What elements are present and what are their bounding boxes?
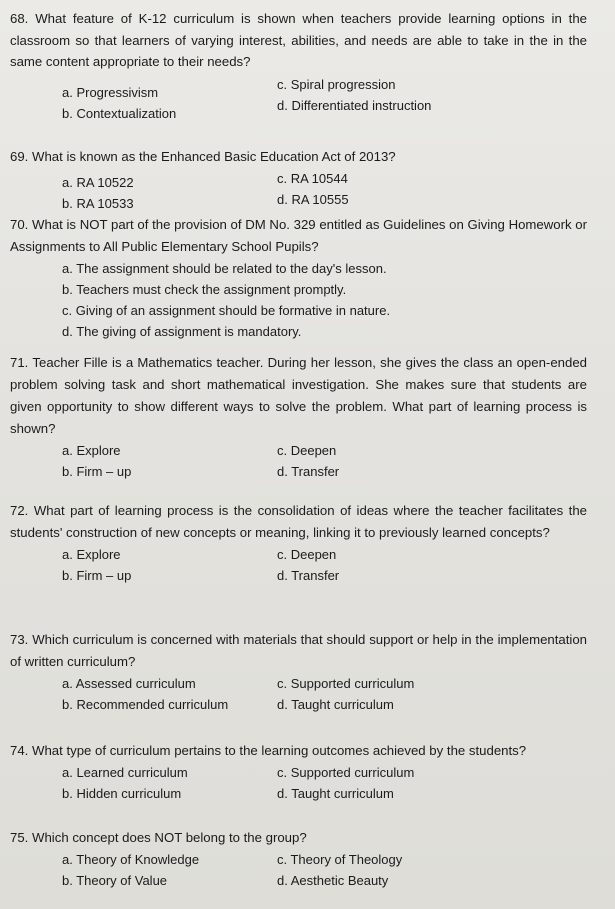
choice-c[interactable]: c. Giving of an assignment should be formative in nature. [62,303,391,318]
choice-list [62,258,615,342]
question-73 [0,629,615,715]
choice-d[interactable]: d. The giving of assignment is mandatory. [62,324,302,339]
choice-d[interactable]: d. Taught curriculum [277,697,394,712]
choice-b[interactable]: b. RA 10533 [62,195,134,211]
question-text: What type of curriculum pertains to the learning outcomes achieved by the students? [32,743,527,758]
question-text: What is known as the Enhanced Basic Education Act of 2013? [32,149,396,164]
question-stem [0,629,615,673]
question-stem [0,500,615,544]
question-number: 68. [10,11,29,26]
question-text: What part of learning process is the consolidation of ideas where the teacher facilitates the students' construction of new concepts or meaning, linking it to previously learned concepts? [10,503,587,540]
choice-b[interactable]: b. Recommended curriculum [62,697,229,712]
choice-d[interactable]: d. Differentiated instruction [277,97,432,113]
question-number: 69. [10,149,29,164]
question-number: 74. [10,743,29,758]
choice-a[interactable]: a. Theory of Knowledge [62,851,200,867]
question-stem [0,214,615,258]
question-69 [0,146,615,214]
choice-grid [62,544,615,586]
question-text: What is NOT part of the provision of DM No. 329 entitled as Guidelines on Giving Homework or Assignments to All Public Elementary School Pupils? [10,217,587,254]
choice-b[interactable]: b. Firm – up [62,568,132,583]
choice-b[interactable]: b. Firm – up [62,464,132,479]
choice-c[interactable]: c. RA 10544 [277,170,348,186]
question-stem [0,827,615,849]
choice-c[interactable]: c. Supported curriculum [277,764,415,780]
choice-c[interactable]: c. Supported curriculum [277,676,415,691]
choice-c[interactable]: c. Deepen [277,547,337,562]
choice-grid [62,849,615,891]
choice-grid [62,673,615,715]
choice-d[interactable]: d. Taught curriculum [277,785,394,801]
choice-c[interactable]: c. Spiral progression [277,76,396,92]
question-stem [0,352,615,440]
choice-d[interactable]: d. Aesthetic Beauty [277,872,389,888]
choice-d[interactable]: d. Transfer [277,568,340,583]
choice-grid [62,762,615,804]
choice-d[interactable]: d. Transfer [277,464,340,479]
question-text: Teacher Fille is a Mathematics teacher. During her lesson, she gives the class an open-ended problem solving task and short mathematical investigation. She makes sure that students are given opportunity to show different ways to solve the problem. What part of learning process is shown? [10,355,587,436]
question-71 [0,352,615,482]
question-number: 70. [10,217,29,232]
choice-b[interactable]: b. Theory of Value [62,872,168,888]
question-70 [0,214,615,342]
question-72 [0,500,615,586]
choice-a[interactable]: a. Progressivism [62,84,159,100]
question-stem [0,740,615,762]
choice-a[interactable]: a. Explore [62,547,121,562]
choice-c[interactable]: c. Deepen [277,443,337,458]
choice-b[interactable]: b. Hidden curriculum [62,785,182,801]
question-stem [0,146,615,168]
choice-a[interactable]: a. Assessed curriculum [62,676,196,691]
choice-b[interactable]: b. Teachers must check the assignment promptly. [62,282,347,297]
question-75 [0,827,615,891]
question-number: 71. [10,355,29,370]
choice-a[interactable]: a. Learned curriculum [62,764,188,780]
question-74 [0,740,615,804]
question-text: What feature of K-12 curriculum is shown when teachers provide learning options in the classroom so that learners of varying interest, abilities, and needs are able to take in the in the same content appropriate to their needs? [10,11,588,69]
question-text: Which concept does NOT belong to the group? [32,830,307,845]
question-text: Which curriculum is concerned with materials that should support or help in the implementation of written curriculum? [10,632,588,669]
choice-b[interactable]: b. Contextualization [62,105,177,121]
question-number: 75. [10,830,29,845]
choice-a[interactable]: a. The assignment should be related to the day's lesson. [62,261,387,276]
choice-c[interactable]: c. Theory of Theology [277,851,403,867]
question-stem [0,8,615,73]
choice-a[interactable]: a. RA 10522 [62,174,134,190]
choice-a[interactable]: a. Explore [62,443,121,458]
question-number: 72. [10,503,29,518]
choice-d[interactable]: d. RA 10555 [277,191,349,207]
question-68 [0,8,615,124]
choice-grid [62,440,615,482]
choice-grid [62,168,615,214]
question-number: 73. [10,632,29,647]
choice-grid [62,74,615,124]
